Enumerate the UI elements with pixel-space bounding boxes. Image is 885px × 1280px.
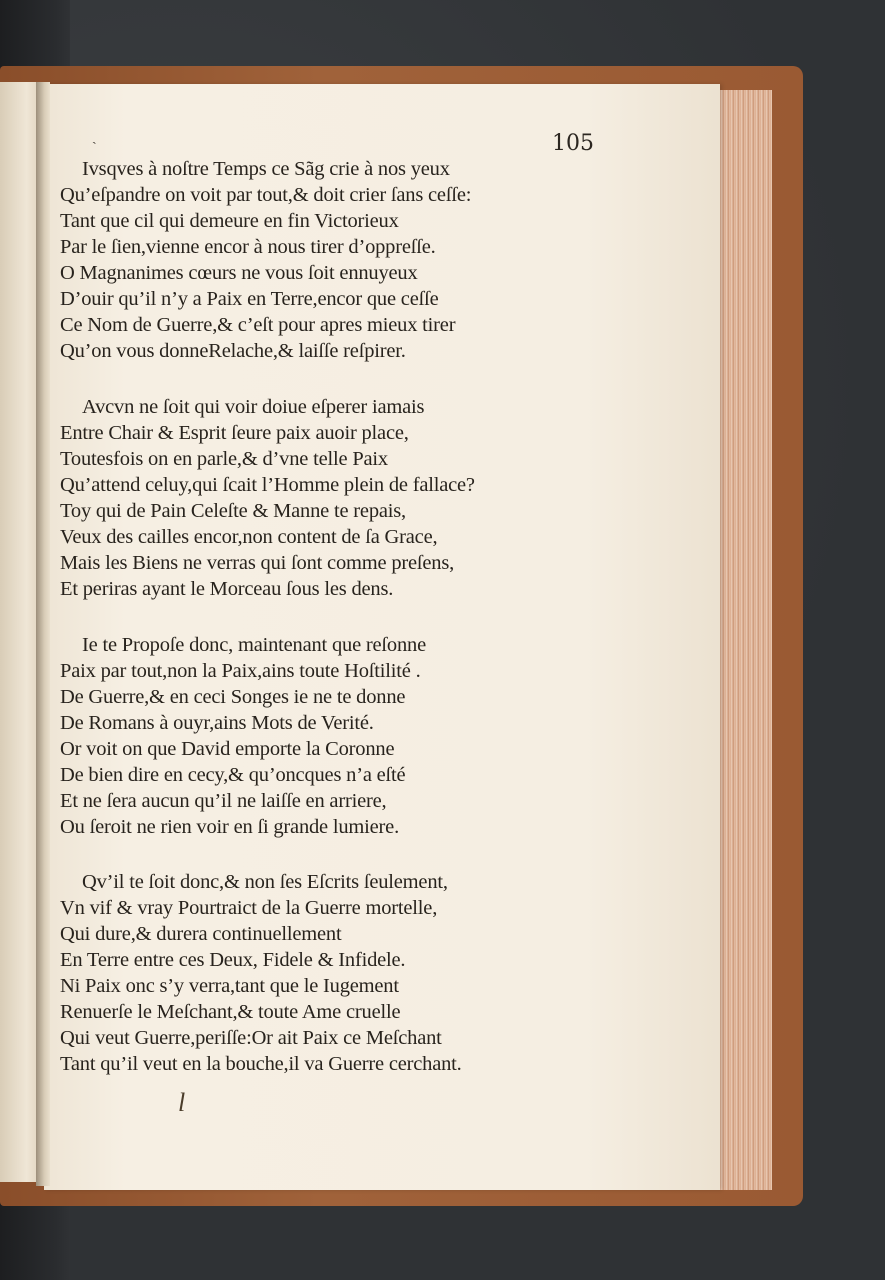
verse-line: Qu’on vous donneRelache,& laiſſe reſpirer. [60, 340, 406, 362]
verse-line: Paix par tout,non la Paix,ains toute Hoſtilité . [60, 660, 421, 682]
stanza-3 [60, 632, 620, 840]
verse-line: Veux des cailles encor,non content de ſa Grace, [60, 526, 438, 548]
verse-line: De Guerre,& en ceci Songes ie ne te donne [60, 686, 406, 708]
verse-line: Avcvn ne ſoit qui voir doiue eſperer iamais [82, 396, 425, 418]
verse-line: Toutesfois on en parle,& d’vne telle Paix [60, 448, 388, 470]
verse-line: D’ouir qu’il n’y a Paix en Terre,encor que ceſſe [60, 288, 439, 310]
verse-line: Mais les Biens ne verras qui ſont comme preſens, [60, 552, 455, 574]
corner-mark: ˏ [92, 129, 97, 145]
verse-line: Toy qui de Pain Celeſte & Manne te repais, [60, 500, 406, 522]
left-page-edge [0, 82, 38, 1182]
verse-line: Et periras ayant le Morceau ſous les dens. [60, 578, 394, 600]
verse-line: Renuerſe le Meſchant,& toute Ame cruelle [60, 1001, 401, 1023]
verse-line: Qu’eſpandre on voit par tout,& doit crier ſans ceſſe: [60, 184, 472, 206]
verse-line: Vn vif & vray Pourtraict de la Guerre mortelle, [60, 897, 438, 919]
verse-line: Par le ſien,vienne encor à nous tirer d’oppreſſe. [60, 236, 436, 258]
verse-line: Et ne ſera aucun qu’il ne laiſſe en arriere, [60, 790, 387, 812]
verse-line: Entre Chair & Esprit ſeure paix auoir place, [60, 422, 409, 444]
verse-line: De Romans à ouyr,ains Mots de Verité. [60, 712, 374, 734]
verse-line: Tant que cil qui demeure en fin Victorieux [60, 210, 399, 232]
verse-line: Ce Nom de Guerre,& c’eſt pour apres mieux tirer [60, 314, 456, 336]
stanza-1 [60, 156, 620, 364]
verse-line: Ou ſeroit ne rien voir en ſi grande lumiere. [60, 816, 400, 838]
verse-line: En Terre entre ces Deux, Fidele & Infidele. [60, 949, 406, 971]
verse-line: Qv’il te ſoit donc,& non ſes Eſcrits ſeulement, [82, 871, 448, 893]
verse-line: De bien dire en cecy,& qu’oncques n’a eſté [60, 764, 406, 786]
verse-line: Qui dure,& durera continuellement [60, 923, 342, 945]
verse-line: Tant qu’il veut en la bouche,il va Guerre cerchant. [60, 1053, 462, 1075]
verse-line: Ie te Propoſe donc, maintenant que reſonne [82, 634, 426, 656]
verse-line: Qui veut Guerre,periſſe:Or ait Paix ce Meſchant [60, 1027, 442, 1049]
stanza-4 [60, 869, 620, 1077]
verse-line: Ivsqves à noſtre Temps ce Sãg crie à nos yeux [82, 158, 450, 180]
verse-line: Ni Paix onc s’y verra,tant que le Iugement [60, 975, 399, 997]
verse-line: Qu’attend celuy,qui ſcait l’Homme plein de fallace? [60, 474, 475, 496]
stanza-2 [60, 394, 620, 602]
verse-line: Or voit on que David emporte la Coronne [60, 738, 395, 760]
verse-line: O Magnanimes cœurs ne vous ſoit ennuyeux [60, 262, 418, 284]
page-number: 105 [552, 131, 594, 156]
book-gutter [36, 82, 50, 1186]
ink-mark: l [178, 1088, 186, 1117]
